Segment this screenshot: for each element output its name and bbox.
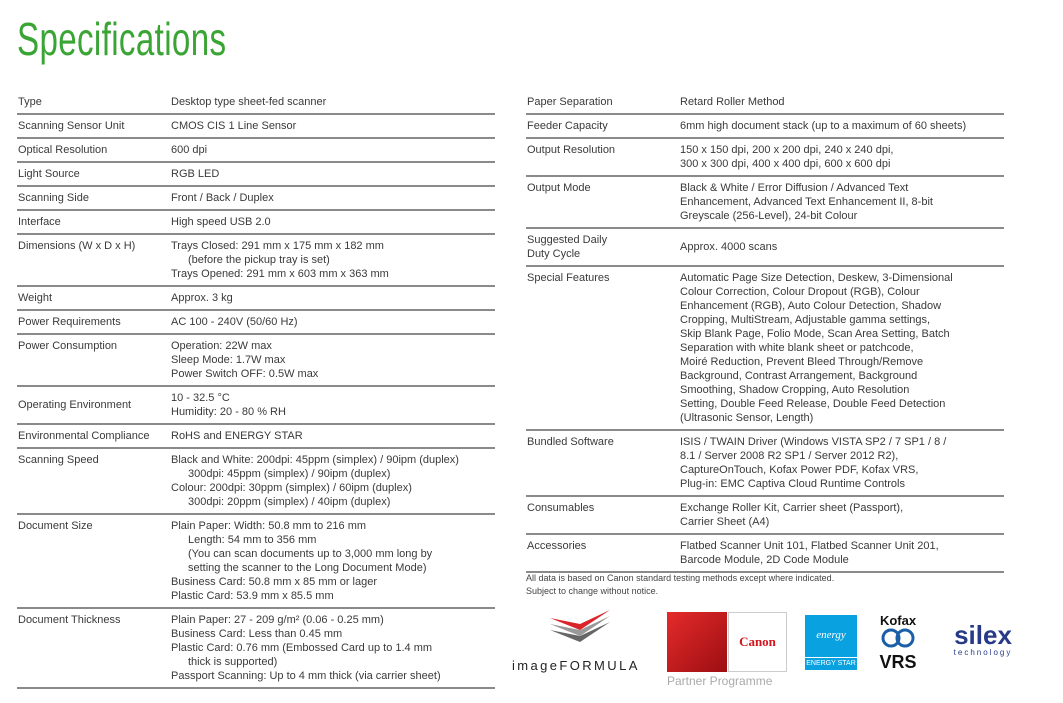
silex-text: silex (954, 620, 1012, 650)
spec-value-line: 300dpi: 45ppm (simplex) / 90ipm (duplex) (188, 468, 391, 480)
footnote-line: All data is based on Canon standard testing methods except where indicated. (526, 573, 835, 583)
spec-value (170, 424, 495, 448)
spec-row (526, 114, 1004, 138)
silex-subtext: technology (953, 648, 1013, 657)
spec-label: Scanning Sensor Unit (17, 114, 170, 138)
spec-value-line: 300dpi: 20ppm (simplex) / 40ipm (duplex) (188, 496, 391, 508)
spec-row (526, 430, 1004, 496)
spec-label: Power Consumption (17, 334, 170, 386)
spec-value-line: Plastic Card: 0.76 mm (Embossed Card up to 1.4 mm (171, 642, 433, 654)
spec-label: Optical Resolution (17, 138, 170, 162)
spec-value-line: Setting, Double Feed Release, Double Feed Detection (680, 398, 946, 410)
spec-value (170, 162, 495, 186)
spec-value-line: (before the pickup tray is set) (188, 254, 330, 266)
spec-value-line: Front / Back / Duplex (171, 192, 274, 204)
spec-value-line: Sleep Mode: 1.7W max (171, 354, 286, 366)
spec-value-line: Background, Contrast Arrangement, Background (680, 370, 918, 382)
spec-value (170, 608, 495, 688)
spec-value-line: 150 x 150 dpi, 200 x 200 dpi, 240 x 240 dpi, (680, 144, 894, 156)
spec-row (526, 534, 1004, 572)
spec-row (17, 186, 495, 210)
spec-value (170, 114, 495, 138)
spec-value-line: (Ultrasonic Sensor, Length) (680, 412, 814, 424)
spec-value-line: thick is supported) (188, 656, 278, 668)
spec-row (17, 386, 495, 424)
spec-value-line: Desktop type sheet-fed scanner (171, 96, 327, 108)
spec-value-line: Humidity: 20 - 80 % RH (171, 406, 286, 418)
spec-row (17, 91, 495, 114)
spec-row (17, 424, 495, 448)
spec-value-line: 300 x 300 dpi, 400 x 400 dpi, 600 x 600 dpi (680, 158, 891, 170)
partner-programme-text: Partner Programme (667, 674, 773, 688)
spec-value-line: Approx. 3 kg (171, 292, 233, 304)
spec-row (17, 286, 495, 310)
canon-partner-logo (667, 612, 787, 688)
spec-value (170, 234, 495, 286)
kofax-vrs-logo (870, 613, 926, 671)
canon-text: Canon (728, 612, 787, 672)
spec-row (17, 210, 495, 234)
spec-value-line: 600 dpi (171, 144, 208, 156)
logo-strip (510, 610, 1050, 700)
spec-label: Light Source (17, 162, 170, 186)
spec-value-line: 8.1 / Server 2008 R2 SP1 / Server 2012 R2), (680, 450, 899, 462)
energy-script: energy (816, 629, 846, 641)
spec-value (679, 534, 1004, 572)
spec-value-line: Trays Closed: 291 mm x 175 mm x 182 mm (171, 240, 384, 252)
page-title: Specifications (17, 13, 227, 65)
spec-value-line: Business Card: 50.8 mm x 85 mm or lager (171, 576, 378, 588)
spec-row (17, 162, 495, 186)
spec-value-line: Length: 54 mm to 356 mm (188, 534, 317, 546)
spec-value-line: 10 - 32.5 °C (171, 392, 230, 404)
spec-label: Accessories (526, 534, 679, 572)
energy-star-text: ENERGY STAR (805, 657, 857, 670)
spec-label: Type (17, 91, 170, 114)
spec-row (17, 334, 495, 386)
spec-label: Paper Separation (526, 91, 679, 114)
spec-value (679, 228, 1004, 266)
spec-row (17, 114, 495, 138)
spec-label: Weight (17, 286, 170, 310)
spec-label: Special Features (526, 266, 679, 430)
footnote-line: Subject to change without notice. (526, 586, 659, 596)
spec-value-line: Separation with white blank sheet or patchcode, (680, 342, 914, 354)
spec-value (170, 514, 495, 608)
imageformula-text: imageFORMULA (512, 658, 640, 673)
spec-value-line: RGB LED (171, 168, 220, 180)
spec-label: Document Size (17, 514, 170, 608)
spec-value-line: Skip Blank Page, Folio Mode, Scan Area Setting, Batch (680, 328, 950, 340)
spec-value-line: ISIS / TWAIN Driver (Windows VISTA SP2 / 7 SP1 / 8 / (680, 436, 947, 448)
kofax-rings-icon (873, 628, 923, 648)
spec-value (679, 496, 1004, 534)
silex-logo (938, 622, 1028, 657)
spec-value-line: Business Card: Less than 0.45 mm (171, 628, 343, 640)
spec-value-line: Retard Roller Method (680, 96, 785, 108)
spec-row (526, 496, 1004, 534)
spec-row (17, 608, 495, 688)
spec-value-line: Operation: 22W max (171, 340, 272, 352)
spec-value-line: CaptureOnTouch, Kofax Power PDF, Kofax VRS, (680, 464, 919, 476)
spec-value-line: Smoothing, Shadow Cropping, Auto Resolution (680, 384, 910, 396)
spec-value (679, 91, 1004, 114)
spec-value (170, 286, 495, 310)
spec-table-left (17, 91, 495, 689)
spec-label: Document Thickness (17, 608, 170, 688)
spec-value (679, 176, 1004, 228)
canon-red-graphic (667, 612, 727, 672)
spec-value (170, 310, 495, 334)
spec-row (17, 514, 495, 608)
spec-value-line: High speed USB 2.0 (171, 216, 271, 228)
spec-value-line: Power Switch OFF: 0.5W max (171, 368, 319, 380)
spec-label: Bundled Software (526, 430, 679, 496)
spec-value-line: (You can scan documents up to 3,000 mm long by (188, 548, 433, 560)
spec-value-line: Automatic Page Size Detection, Deskew, 3-Dimensional (680, 272, 953, 284)
spec-row (17, 234, 495, 286)
footnote (526, 572, 834, 598)
spec-row (526, 176, 1004, 228)
spec-value-line: Approx. 4000 scans (680, 241, 778, 253)
spec-value (170, 186, 495, 210)
spec-value-line: Enhancement, Advanced Text Enhancement II, 8-bit (680, 196, 933, 208)
spec-value-line: setting the scanner to the Long Document Mode) (188, 562, 427, 574)
spec-value-line: Plug-in: EMC Captiva Cloud Runtime Controls (680, 478, 905, 490)
kofax-text: Kofax (879, 613, 917, 628)
spec-value-line: Exchange Roller Kit, Carrier sheet (Passport), (680, 502, 904, 514)
spec-value-line: CMOS CIS 1 Line Sensor (171, 120, 297, 132)
spec-row (526, 266, 1004, 430)
spec-label: Feeder Capacity (526, 114, 679, 138)
spec-label: Scanning Side (17, 186, 170, 210)
spec-value (170, 448, 495, 514)
spec-value-line: Trays Opened: 291 mm x 603 mm x 363 mm (171, 268, 389, 280)
spec-value-line: Plain Paper: Width: 50.8 mm to 216 mm (171, 520, 367, 532)
spec-value-line: Passport Scanning: Up to 4 mm thick (via carrier sheet) (171, 670, 441, 682)
spec-value-line: Colour: 200dpi: 30ppm (simplex) / 60ipm (duplex) (171, 482, 412, 494)
spec-value-line: Black and White: 200dpi: 45ppm (simplex) / 90ipm (duplex) (171, 454, 459, 466)
spec-value-line: AC 100 - 240V (50/60 Hz) (171, 316, 298, 328)
spec-row (17, 448, 495, 514)
spec-value (170, 334, 495, 386)
spec-label: Environmental Compliance (17, 424, 170, 448)
spec-value (170, 91, 495, 114)
spec-label: Suggested Daily Duty Cycle (526, 228, 679, 266)
spec-value-line: RoHS and ENERGY STAR (171, 430, 303, 442)
spec-label: Dimensions (W x D x H) (17, 234, 170, 286)
spec-label: Power Requirements (17, 310, 170, 334)
spec-value-line: Plain Paper: 27 - 209 g/m² (0.06 - 0.25 mm) (171, 614, 384, 626)
spec-value-line: 6mm high document stack (up to a maximum of 60 sheets) (680, 120, 967, 132)
spec-row (17, 138, 495, 162)
spec-value (679, 138, 1004, 176)
spec-table-right (526, 91, 1004, 573)
spec-label: Consumables (526, 496, 679, 534)
spec-value (170, 138, 495, 162)
spec-value-line: Greyscale (256-Level), 24-bit Colour (680, 210, 858, 222)
vrs-text: VRS (879, 652, 917, 672)
spec-value (679, 430, 1004, 496)
spec-value (679, 266, 1004, 430)
spec-label: Interface (17, 210, 170, 234)
spec-value (679, 114, 1004, 138)
spec-value-line: Colour Correction, Colour Dropout (RGB), Colour (680, 286, 920, 298)
spec-row (526, 91, 1004, 114)
spec-label: Output Mode (526, 176, 679, 228)
spec-value (170, 386, 495, 424)
imageformula-chevrons-icon (510, 610, 655, 660)
spec-label: Operating Environment (17, 386, 170, 424)
spec-label: Output Resolution (526, 138, 679, 176)
spec-value-line: Enhancement (RGB), Auto Colour Detection, Shadow (680, 300, 942, 312)
energy-star-logo (805, 615, 857, 670)
spec-value-line: Barcode Module, 2D Code Module (680, 554, 849, 566)
spec-value (170, 210, 495, 234)
imageformula-logo (510, 610, 655, 680)
spec-value-line: Plastic Card: 53.9 mm x 85.5 mm (171, 590, 334, 602)
spec-value-line: Carrier Sheet (A4) (680, 516, 770, 528)
spec-row (526, 138, 1004, 176)
spec-value-line: Moiré Reduction, Prevent Bleed Through/Remove (680, 356, 924, 368)
spec-row (17, 310, 495, 334)
spec-value-line: Cropping, MultiStream, Adjustable gamma settings, (680, 314, 931, 326)
spec-label: Scanning Speed (17, 448, 170, 514)
spec-row (526, 228, 1004, 266)
spec-value-line: Flatbed Scanner Unit 101, Flatbed Scanner Unit 201, (680, 540, 939, 552)
spec-value-line: Black & White / Error Diffusion / Advanced Text (680, 182, 909, 194)
